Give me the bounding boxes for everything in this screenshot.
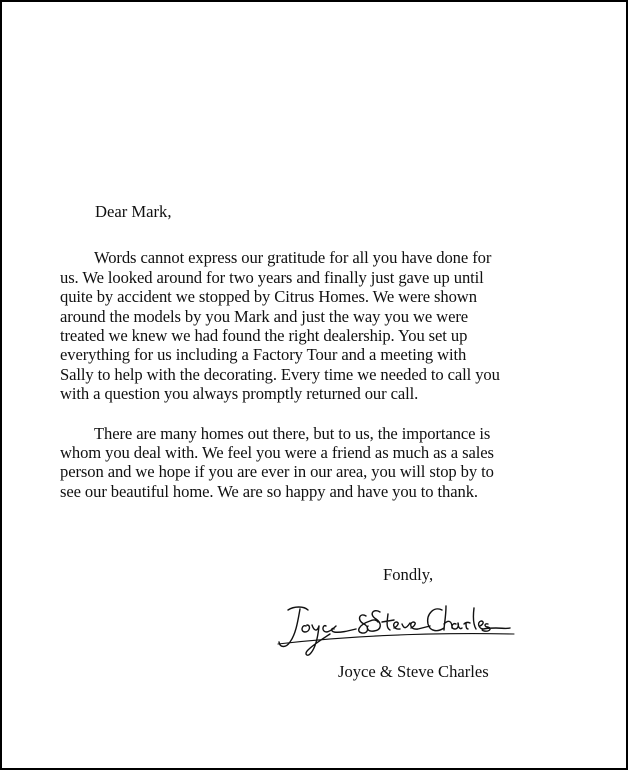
paragraph-1-line-2: us. We looked around for two years and finally just gave up until [60, 267, 484, 287]
paragraph-1-line-4: around the models by you Mark and just the way you we were [60, 306, 469, 326]
paragraph-1-line-1: Words cannot express our gratitude for all you have done for [94, 248, 492, 268]
paragraph-2-line-4: see our beautiful home. We are so happy and have you to thank. [60, 481, 478, 501]
handwritten-signature [270, 598, 520, 668]
paragraph-1-line-8: with a question you always promptly returned our call. [60, 384, 419, 404]
signer-name: Joyce & Steve Charles [338, 662, 489, 681]
paragraph-2 [60, 424, 560, 502]
paragraph-1-line-6: everything for us including a Factory Tour and a meeting with [60, 345, 467, 365]
letter-body [60, 202, 560, 521]
closing: Fondly, [383, 565, 434, 584]
paragraph-1-line-7: Sally to help with the decorating. Every time we needed to call you [60, 364, 500, 384]
paragraph-1-line-3: quite by accident we stopped by Citrus Homes. We were shown [60, 287, 477, 307]
paragraph-2-line-1: There are many homes out there, but to us, the importance is [94, 423, 491, 443]
paragraph-1-line-5: treated we knew we had found the right dealership. You set up [60, 326, 468, 346]
paragraph-2-line-2: whom you deal with. We feel you were a friend as much as a sales [60, 443, 494, 463]
paragraph-1 [60, 248, 560, 403]
salutation: Dear Mark, [95, 202, 172, 221]
paragraph-2-line-3: person and we hope if you are ever in our area, you will stop by to [60, 462, 494, 482]
